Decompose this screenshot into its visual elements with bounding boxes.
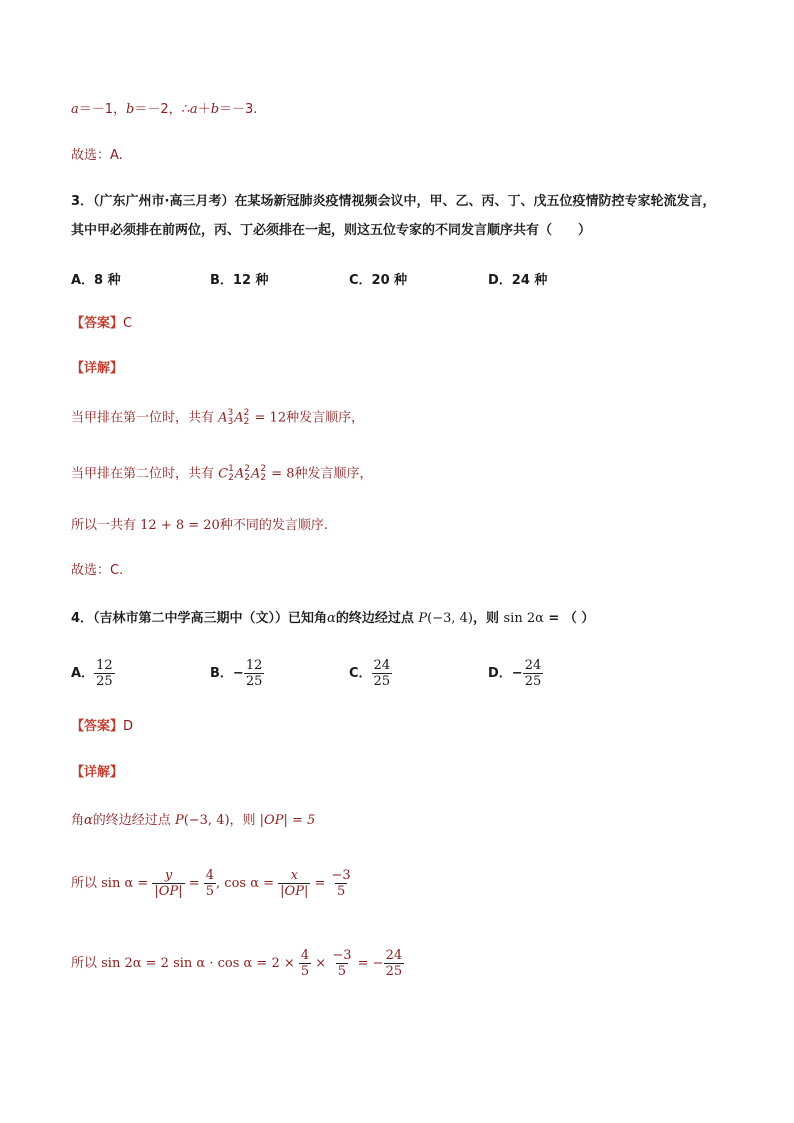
- q3-option-b: B．12 种: [210, 273, 269, 288]
- q4-detail-tag: 【详解】: [71, 765, 124, 780]
- q4-option-b: B．− $\frac{12}{25}$: [210, 658, 263, 689]
- q4-step2: 所以 sin α = $\frac{y}{|OP|}$ = $\frac{4}{5}$ , cos α = $\frac{x}{|OP|}$ = $\frac{-3}{5}$: [71, 868, 351, 899]
- q3-option-d: D．24 种: [488, 273, 548, 288]
- q4-stem: 4．（吉林市第二中学高三期中（文））已知角α的终边经过点 P(−3, 4)，则 sin 2α = （ ）: [71, 611, 595, 626]
- q4-option-c: C． $\frac{24}{25}$: [349, 658, 391, 689]
- q3-line1: 3．（广东广州市·高三月考）在某场新冠肺炎疫情视频会议中，甲、乙、丙、丁、戊五位疫情防控专家轮流发言，: [71, 194, 716, 209]
- q3-detail-tag: 【详解】: [71, 361, 124, 376]
- q3-answer: 【答案】C: [71, 316, 133, 331]
- q4-step1: 角α的终边经过点 P(−3, 4)，则 |OP| = 5: [71, 813, 316, 828]
- q4-answer: 【答案】D: [71, 719, 134, 734]
- q3-line2: 其中甲必须排在前两位，丙、丁必须排在一起，则这五位专家的不同发言顺序共有（ ）: [71, 223, 592, 238]
- q3-step3: 所以一共有 12 + 8 = 20种不同的发言顺序.: [71, 518, 328, 533]
- q3-option-a: A．8 种: [71, 273, 121, 288]
- q4-step3: 所以 sin 2α = 2 sin α · cos α = 2 × $\frac{4}{5}$ × $\frac{-3}{5}$ = − $\frac{24}{25}$: [71, 948, 403, 979]
- q3-step2: 当甲排在第二位时，共有 C 1 2 A 2 2 A 2 2 = 8种发言顺序，: [71, 464, 373, 483]
- choose-line-c: 故选：C.: [71, 563, 124, 578]
- answer-line-ab: a＝－1，b＝－2，∴a＋b＝－3.: [71, 102, 258, 117]
- choose-line-a: 故选：A.: [71, 148, 123, 163]
- q4-option-d: D．− $\frac{24}{25}$: [488, 658, 542, 689]
- q4-option-a: A． $\frac{12}{25}$: [71, 658, 113, 689]
- q3-option-c: C．20 种: [349, 273, 408, 288]
- q3-step1: 当甲排在第一位时，共有 A 3 3 A 2 2 = 12种发言顺序，: [71, 408, 365, 427]
